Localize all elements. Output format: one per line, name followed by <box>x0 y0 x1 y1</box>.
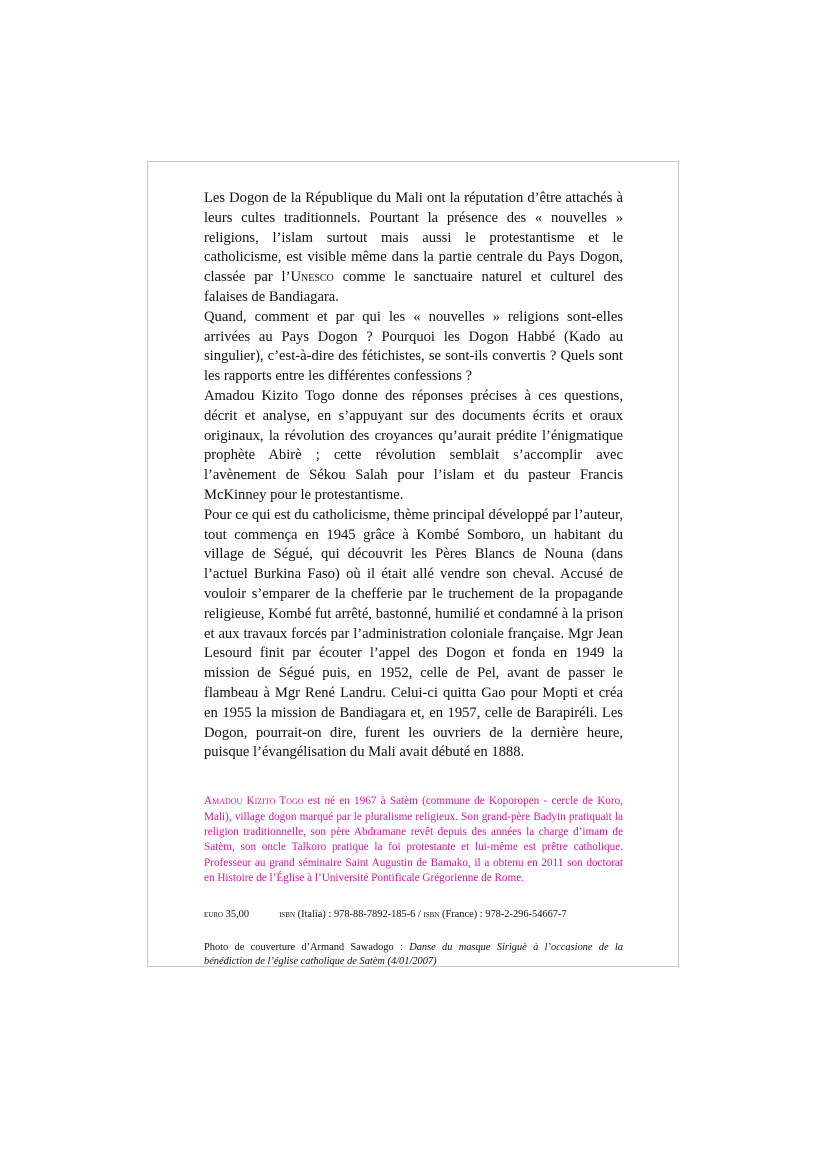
unesco-label: Unesco <box>290 269 334 286</box>
body-paragraph-4: Pour ce qui est du catholicisme, thème principal développé par l’auteur, tout commença en 1945 grâce à Kombé Somboro, un habitant du village de Ségué, qui découvrit les Pères Blancs de Nouna (dans l’actuel Burkina Faso) où il était allé vendre son cheval. Accusé de vouloir s’emparer de la chefferie par le truchement de la propagande religieuse, Kombé fut arrêté, bastonné, humilié et condamné à la prison et aux travaux forcés par l’administration coloniale française. Mgr Jean Lesourd finit par écouter l’appel des Dogon et fonda en 1949 la mission de Ségué puis, en 1952, celle de Pel, avant de passer le flambeau à Mgr René Landru. Celui-ci quitta Gao pour Mopti et créa en 1955 la mission de Bandiagara et, en 1957, celle de Barapiréli. Les Dogon, pourrait-on dire, furent les ouvriers de la dernière heure, puisque l’évangélisation du Mali avait débuté en 1888. <box>204 506 623 761</box>
body-paragraph-3: Amadou Kizito Togo donne des réponses précises à ces questions, décrit et analyse, en s’appuyant sur des documents écrits et oraux originaux, la révolution des croyances qu’aurait prédite l’énigmatique prophète Abirè ; cette révolution semblait s’accomplir avec l’avènement de Sékou Salah pour l’islam et du pasteur Francis McKinney pour le protestantisme. <box>204 387 623 503</box>
body-paragraph-1-before: Les Dogon de la République du Mali ont la réputation d’être attachés à leurs cultes traditionnels. Pourtant la présence des « nouvelles » religions, l’islam surtout mais aussi le protestantisme et le catholicisme, est visible même dans la partie centrale du Pays Dogon, classée par l’ <box>204 190 623 286</box>
photo-caption: Danse du masque Siriguè à l’occasione de la bénédiction de l’église catholique de Satèm (4/01/2007) <box>204 941 623 967</box>
photo-credit <box>204 941 623 969</box>
author-bio <box>204 794 623 886</box>
isbn-france: (France) : 978-2-296-54667-7 <box>439 908 567 920</box>
body-paragraph-1-after: comme le sanctuaire naturel et culturel des falaises de Bandiagara. <box>204 269 623 305</box>
author-name: Amadou Kizito Togo <box>204 795 304 808</box>
body-paragraph-2: Quand, comment et par qui les « nouvelles » religions sont-elles arrivées au Pays Dogon ? Pourquoi les Dogon Habbé (Kado au singulier), c’est-à-dire des fétichistes, se sont-ils convertis ? Quels sont les rapports entre les différentes confessions ? <box>204 308 623 385</box>
isbn-label-france: isbn <box>423 908 440 920</box>
isbn-italia: (Italia) : 978-88-7892-185-6 / <box>295 908 424 920</box>
photo-credit-prefix: Photo de couverture d’Armand Sawadogo : <box>204 941 410 953</box>
price-isbn-line <box>204 908 623 922</box>
isbn-label-italia: isbn <box>279 908 296 920</box>
author-bio-text: est né en 1967 à Satèm (commune de Koporopen - cercle de Koro, Mali), village dogon marqué par le pluralisme religieux. Son grand-père Badyin pratiquait la religion traditionnelle, son père Abdramane revêt depuis des années la charge d’imam de Satèm, son oncle Talkoro pratique la foi protestante et lui-même est prêtre catholique. Professeur au grand séminaire Saint Augustin de Bamako, il a obtenu en 2011 son doctorat en Histoire de l’Église à l’Université Pontificale Grégorienne de Rome. <box>204 795 623 885</box>
back-cover-content <box>204 189 623 969</box>
price-amount: 35,00 <box>225 908 250 920</box>
currency-label: euro <box>204 908 224 920</box>
body-paragraph-1 <box>204 189 623 308</box>
